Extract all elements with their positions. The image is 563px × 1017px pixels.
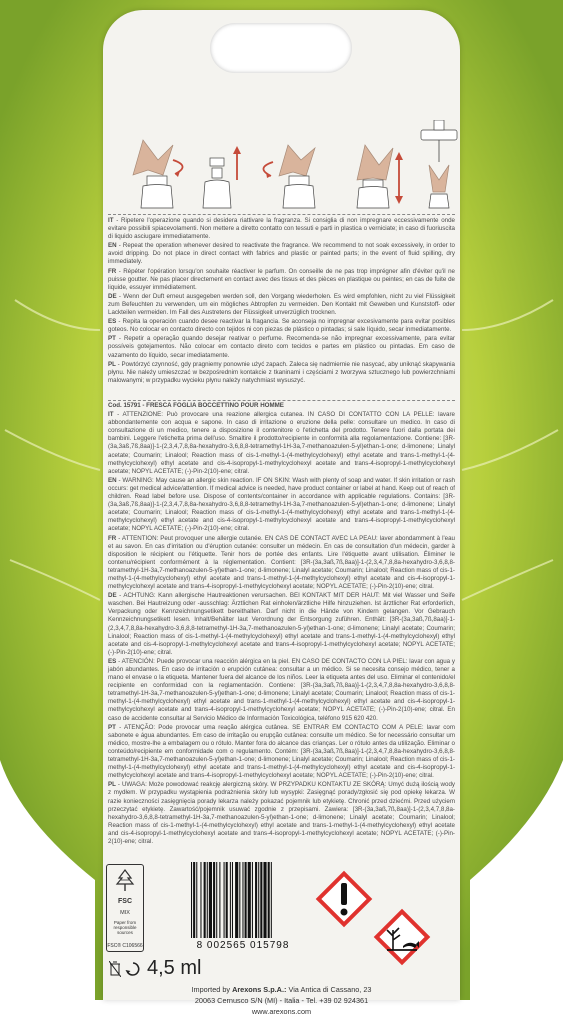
barcode-bar [224, 862, 225, 938]
barcode-bar [196, 862, 197, 938]
volume-label: 4,5 ml [147, 957, 202, 979]
barcode-bar [213, 862, 215, 938]
barcode-bar [209, 862, 212, 938]
imprint-line-3: www.arexons.com [251, 1007, 312, 1016]
barcode-bar [263, 862, 266, 938]
step-4-adjust-icon [357, 145, 403, 208]
barcode-bar [232, 862, 233, 938]
barcode-bar [200, 862, 201, 938]
instr-de: DE - Wenn der Duft erneut ausgegeben werden soll, den Vorgang wiederholen. Es wird empfohlen, nicht zu viel Flüssigkeit zum Befeuchten zu verwenden, um ein mögliches Abtropfen zu vermeiden. Den Kontakt mit Geweben und Kunststoff- oder Lackteilen vermeiden. Im Fall des Austretens der Flüssigkeit unverzüglich trocknen. [108, 292, 455, 317]
divider-top [108, 214, 455, 215]
barcode-bar [268, 862, 270, 938]
barcode-bar [235, 862, 238, 938]
barcode-bar [258, 862, 259, 938]
warn-fr: FR - ATTENTION: Peut provoquer une allergie cutanée. EN CAS DE CONTACT AVEC LA PEAU: laver abondamment à l'eau et au savon. En cas d'irritation ou d'éruption cutanée: consulter un médecin. En cas de consultation d'un médecin, garder à disposition le récipient ou l'étiquette. Tenir hors de portée des enfants. Lire l'étiquette avant utilisation. Éliminer le contenu/récipient conformément à la réglementation. Contient: [3R-(3a,3aß,7ß,8aa)]-1-(2,3,4,7,8,8a-hexahydro-3,6,8,8-tetramethyl-1H-3a,7-methanoazulen-5-yl)ethan-1-one; d-limonene; Linalyl acetate; Coumarin; Linalool; Reaction mass of cis-1-methyl-1-(4-methylcyclohexyl) ethyl acetate and trans-1-methyl-1-(4-methylcyclohexyl) ethyl acetate and cis-4-isopropyl-1-methylcyclohexyl acetate and trans-4-isopropyl-1-methylcyclohexyl acetate; NOPYL ACETATE; (-)-Pin-2(10)-ene; citral. [108, 534, 455, 591]
usage-steps [103, 120, 460, 210]
imprint-line-2: 20063 Cernusco S/N (MI) - Italia - Tel. +39 02 924361 [194, 996, 369, 1005]
barcode-bar [230, 862, 231, 938]
instr-en: EN - Repeat the operation whenever desired to reactivate the fragrance. We recommend to not soak excessively, in order to avoid dripping. Do not place in direct contact with fabrics and plastic or painted parts; in the event of fluid spilling, dry immediately. [108, 242, 455, 266]
fsc-mix: MIX [120, 910, 130, 916]
waste-bin-icon [109, 961, 121, 977]
disposal-row [103, 957, 460, 987]
barcode-bar [216, 862, 217, 938]
barcode-bar [255, 862, 257, 938]
barcode-bar [207, 862, 208, 938]
warn-pl: PL - UWAGA: Może powodować reakcję alergiczną skóry. W PRZYPADKU KONTAKTU ZE SKÓRĄ: Umyć dużą ilością wody z mydłem. W przypadku wystąpienia podrażnienia skóry lub wysypki: Zasięgnąć porady/zgłosić się pod opiekę lekarza. W razie konieczności zasięgnięcia porady lekarza należy pokazać pojemnik lub etykietę. Chronić przed dziećmi. Przed użyciem przeczytać etykietę. Zawartość/pojemnik usuwać zgodnie z przepisami. Zawiera: [3R-(3a,3aß,7ß,8aa)]-1-(2,3,4,7,8,8a-hexahydro-3,6,8,8-tetramethyl-1H-3a,7-methanoazulen-5-yl)ethan-1-one; d-limonene; Linalyl acetate; Coumarin; Linalool; Reaction mass of cis-1-methyl-1-(4-methylcyclohexyl) ethyl acetate and trans-1-methyl-1-(4-methylcyclohexyl) ethyl acetate and cis-4-isopropyl-1-methylcyclohexyl acetate and trans-4-isopropyl-1-methylcyclohexyl acetate; NOPYL ACETATE; (-)-Pin-2(10)-ene; citral. [108, 781, 455, 845]
fsc-brand: FSC [118, 898, 132, 905]
hanging-hole [210, 23, 352, 73]
instr-pt: PT - Repetir a operação quando desejar reativar o perfume. Recomenda-se não impregnar excessivamente, para evitar possíveis gotejamentos. Não colocar em contacto direto com tecidos e partes em plástico ou pintadas. Em caso de vazamento do líquido, secar imediatamente. [108, 335, 455, 359]
barcode [187, 860, 302, 940]
barcode-bar [260, 862, 262, 938]
warn-de: DE - ACHTUNG: Kann allergische Hautreaktionen verursachen. BEI KONTAKT MIT DER HAUT: Mit viel Wasser und Seife waschen. Bei Hautreizung oder -ausschlag: Ärztlichen Rat einholen/ärztliche Hilfe hinzuziehen. Ist ärztlicher Rat erforderlich, Verpackung oder Kennzeichnungsetikett bereithalten. Darf nicht in die Hände von Kindern gelangen. Vor Gebrauch Kennzeichnungsetikett lesen. Inhalt/Behälter laut Verordnung der Entsorgung zuführen. Enthält: [3R-(3a,3aß,7ß,8aa)]-1-(2,3,4,7,8,8a-hexahydro-3,6,8,8-tetramethyl-1H-3a,7-methanoazulen-5-yl)ethan-1-one; d-limonene; Linalyl acetate; Coumarin; Linalool; Reaction mass of cis-1-methyl-1-(4-methylcyclohexyl) ethyl acetate and trans-1-methyl-1-(4-methylcyclohexyl) ethyl acetate and cis-4-isopropyl-1-methylcyclohexyl acetate and trans-4-isopropyl-1-methylcyclohexyl acetate; NOPYL ACETATE; (-)-Pin-2(10)-ene; citral. [108, 592, 455, 656]
warn-it: IT - ATTENZIONE: Può provocare una reazione allergica cutanea. IN CASO DI CONTATTO CON LA PELLE: lavare abbondantemente con acqua e sapone. In caso di irritazione o eruzione della pelle: consultare un medico. In caso di consultazione di un medico, tenere a disposizione il contenitore o l'etichetta del prodotto. Tenere fuori dalla portata dei bambini. Leggere l'etichetta prima dell'uso. Smaltire il prodotto/recipiente in conformità alla regolamentazione. Contiene: [3R-(3a,3aß,7ß,8aa)]-1-(2,3,4,7,8,8a-hexahydro-3,6,8,8-tetramethyl-1H-3a,7-methanoazulen-5-yl)ethan-1-one; d-limonene; Linalyl acetate; Coumarin; Linalool; Reaction mass of cis-1-methyl-1-(4-methylcyclohexyl) ethyl acetate and trans-1-methyl-1-(4-methylcyclohexyl) ethyl acetate and cis-4-isopropyl-1-methylcyclohexyl acetate and trans-4-isopropyl-1-methylcyclohexyl acetate; NOPYL ACETATE; (-)-Pin-2(10)-ene; citral. [108, 411, 455, 475]
instr-pl: PL - Powtórzyć czynność, gdy pragniemy ponownie użyć zapach. Zaleca się nadmiernie nie nasycać, aby uniknąć skapywania płynu. Nie należy umieszczać w bezpośrednim kontakcie z tkaninami i częściami z tworzywa sztucznego lub powierzchniami malowanymi; w przypadku wycieku płynu należy natychmiast wysuszyć. [108, 360, 455, 384]
imprint-line-1: Imported by Arexons S.p.A.: Via Antica di Cassano, 23 [191, 985, 372, 994]
barcode-bar [219, 862, 220, 938]
barcode-bar [226, 862, 228, 938]
step-2-open-icon [203, 146, 241, 208]
barcode-bar [193, 862, 195, 938]
instr-fr: FR - Répéter l'opération lorsqu'on souhaite réactiver le parfum. On conseille de ne pas trop imprégner afin d'éviter qu'il ne puisse goutter. Ne pas placer directement en contact avec des tissus et des pièces en plastique ou peintes; en cas de fuite de liquide, essuyer immédiatement. [108, 267, 455, 291]
warn-es: ES - ATENCIÓN: Puede provocar una reacción alérgica en la piel. EN CASO DE CONTACTO CON LA PIEL: lavar con agua y jabón abundantes. En caso de irritación o erupción cutánea: consultar a un médico. Si se necesita consejo médico, tener a mano el envase o la etiqueta. Mantener fuera del alcance de los niños. Leer la etiqueta antes del uso. Eliminar el contenido/el recipiente en conformidad con la reglamentación. Contiene: [3R-(3a,3aß,7ß,8aa)]-1-(2,3,4,7,8,8a-hexahydro-3,6,8,8-tetramethyl-1H-3a,7-methanoazulen-5-yl)ethan-1-one; d-limonene; Linalyl acetate; Coumarin; Linalool; Reaction mass of cis-1-methyl-1-(4-methylcyclohexyl) ethyl acetate and trans-1-methyl-1-(4-methylcyclohexyl) ethyl acetate and cis-4-isopropyl-1-methylcyclohexyl acetate and trans-4-isopropyl-1-methylcyclohexyl acetate; NOPYL ACETATE; (-)-Pin-2(10)-ene; citral. En caso de accidente consultar al Servicio Médico de Información Toxicológica, teléfono 915 620 420. [108, 657, 455, 722]
fsc-label [106, 864, 144, 952]
instr-it: IT - Ripetere l'operazione quando si desidera riattivare la fragranza. Si consiglia di non impregnare eccessivamente onde evitare possibili spiacevolamenti. Non mettere a diretto contatto con tessuti e parti in plastica o verniciate; in caso di fuoriuscita di liquido asciugare immediatamente. [108, 217, 455, 241]
step-1-twist-icon [133, 140, 183, 208]
barcode-bar [245, 862, 247, 938]
barcode-number: 8 002565 015798 [196, 940, 290, 951]
barcode-bar [242, 862, 243, 938]
barcode-bar [191, 862, 192, 938]
fsc-tree-icon [106, 868, 144, 896]
step-3-twist-icon [263, 145, 315, 208]
recycle-icon [125, 961, 141, 977]
importer-info [103, 984, 460, 1017]
instr-es: ES - Repita la operación cuando desee reactivar la fragancia. Se aconseja no impregnar excesivamente para evitar posibles goteos. No colocar en contacto directo con tejidos ni con piezas de plástico o pintadas; si sale líquido, secar inmediatamente. [108, 318, 455, 334]
label-footer [103, 860, 460, 1016]
step-5-hang-mirror-icon [421, 120, 457, 208]
barcode-bar [252, 862, 253, 938]
barcode-bar [239, 862, 240, 938]
exclamation-mark-hazard-icon [315, 870, 373, 928]
barcode-bar [271, 862, 272, 938]
barcode-bar [248, 862, 251, 938]
barcode-bar [204, 862, 206, 938]
fsc-code: FSC® C106566 [107, 943, 143, 949]
fsc-source: Paper from responsible sources [113, 920, 137, 935]
usage-instructions [108, 217, 455, 386]
product-code: Cod. 15791 - FRESCA FOGLIA BOCCETTINO POUR HOMME [108, 402, 284, 409]
warn-en: EN - WARNING: May cause an allergic skin reaction. IF ON SKIN: Wash with plenty of soap and water. If skin irritation or rash occurs: get medical advice/attention. If medical advice is needed, have product container or label at hand. Keep out of reach of children. Read label before use. Dispose of contents/container in accordance with applicable regulations. Contains: [3R-(3a,3aß,7ß,8aa)]-1-(2,3,4,7,8,8a-hexahydro-3,6,8,8-tetramethyl-1H-3a,7-methanoazulen-5-yl)ethan-1-one; d-limonene; Linalyl acetate; Coumarin; Linalool; Reaction mass of cis-1-methyl-1-(4-methylcyclohexyl) ethyl acetate and trans-1-methyl-1-(4-methylcyclohexyl) ethyl acetate and cis-4-isopropyl-1-methylcyclohexyl acetate and trans-4-isopropyl-1-methylcyclohexyl acetate; NOPYL ACETATE; (-)-Pin-2(10)-ene; citral. [108, 476, 455, 533]
warn-pt: PT - ATENÇÃO: Pode provocar uma reação alérgica cutânea. SE ENTRAR EM CONTACTO COM A PELE: lavar com sabonete e água abundantes. Em caso de irritação ou erupção cutânea: consulte um médico. Se for necessário consultar um médico, mostre-lhe a embalagem ou o rótulo. Manter fora do alcance das crianças. Ler o rótulo antes da utilização. Eliminar o conteúdo/recipiente em conformidade com o regulamento. Contém: [3R-(3a,3aß,7ß,8aa)]-1-(2,3,4,7,8,8a-hexahydro-3,6,8,8-tetramethyl-1H-3a,7-methanoazulen-5-yl)ethan-1-one; d-limonene; Linalyl acetate; Coumarin; Linalool; Reaction mass of cis-1-methyl-1-(4-methylcyclohexyl) ethyl acetate and trans-1-methyl-1-(4-methylcyclohexyl) ethyl acetate and cis-4-isopropyl-1-methylcyclohexyl acetate and trans-4-isopropyl-1-methylcyclohexyl acetate; NOPYL ACETATE; (-)-Pin-2(10)-ene; citral. [108, 723, 455, 780]
safety-warnings [108, 402, 455, 847]
divider-middle [108, 400, 455, 401]
